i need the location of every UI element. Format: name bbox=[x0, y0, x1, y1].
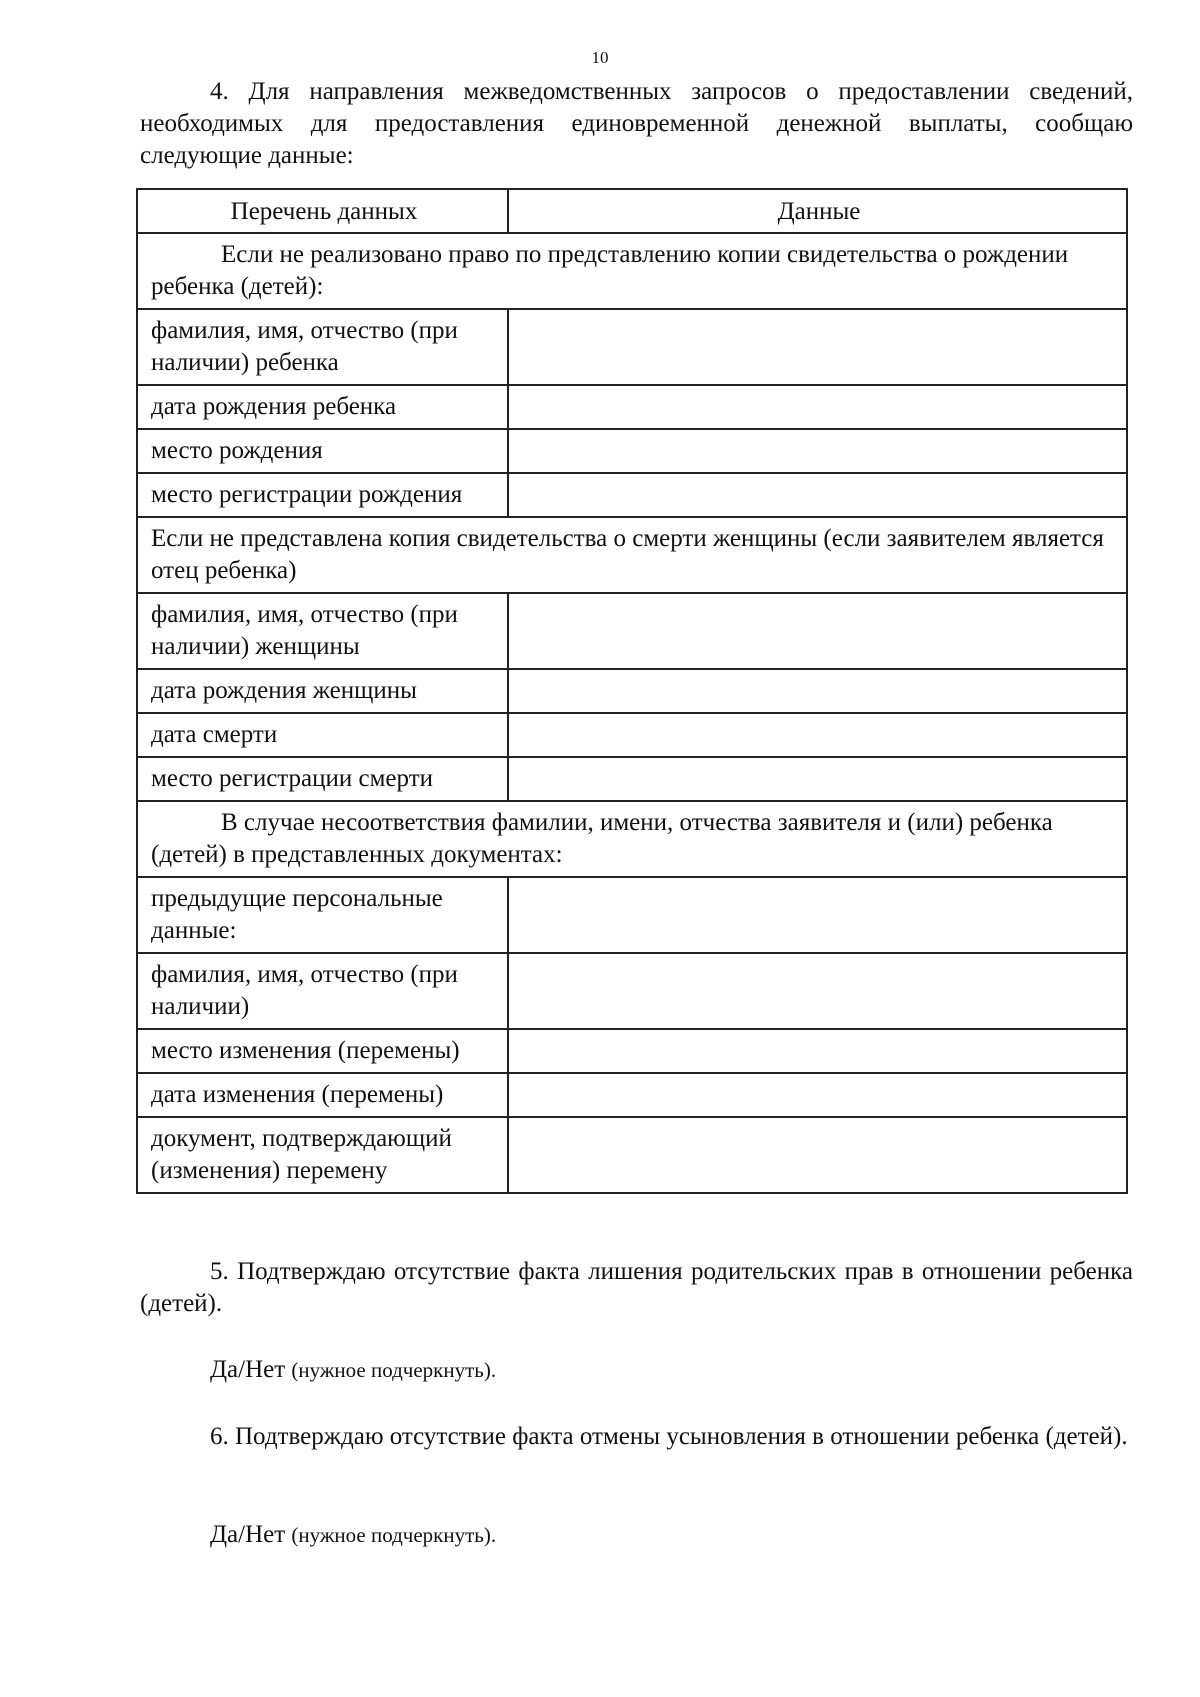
section-row bbox=[137, 517, 1127, 593]
row-label: дата смерти bbox=[137, 713, 508, 757]
row-label: дата рождения женщины bbox=[137, 669, 508, 713]
section-birth-certificate: Если не реализовано право по представлению копии свидетельства о рождении ребенка (детей): bbox=[137, 233, 1127, 309]
table-row bbox=[137, 1073, 1127, 1117]
table-row bbox=[137, 1029, 1127, 1073]
row-label: дата изменения (перемены) bbox=[137, 1073, 508, 1117]
paragraph-5: 5. Подтверждаю отсутствие факта лишения родительских прав в отношении ребенка (детей). bbox=[140, 1258, 1133, 1317]
table-row bbox=[137, 757, 1127, 801]
answer-hint: (нужное подчеркнуть). bbox=[291, 1358, 497, 1382]
row-value-field[interactable] bbox=[508, 713, 1127, 757]
row-label: место регистрации рождения bbox=[137, 473, 508, 517]
paragraph-4: 4. Для направления межведомственных запросов о предоставлении сведений, необходимых для предоставления единовременной денежной выплаты, сообщаю следующие данные: bbox=[140, 78, 1133, 169]
row-label: место рождения bbox=[137, 429, 508, 473]
table-row bbox=[137, 953, 1127, 1029]
answer-6 bbox=[210, 1519, 496, 1551]
table-row bbox=[137, 713, 1127, 757]
row-label: предыдущие персональные данные: bbox=[137, 877, 508, 953]
table-row bbox=[137, 429, 1127, 473]
row-value-field[interactable] bbox=[508, 953, 1127, 1029]
answer-hint: (нужное подчеркнуть). bbox=[291, 1523, 497, 1547]
table-row bbox=[137, 385, 1127, 429]
row-label: место регистрации смерти bbox=[137, 757, 508, 801]
table-row bbox=[137, 1117, 1127, 1193]
row-value-field[interactable] bbox=[508, 429, 1127, 473]
section-row bbox=[137, 233, 1127, 309]
row-label: фамилия, имя, отчество (при наличии) женщины bbox=[137, 593, 508, 669]
row-value-field[interactable] bbox=[508, 1117, 1127, 1193]
row-value-field[interactable] bbox=[508, 877, 1127, 953]
section-name-mismatch: В случае несоответствия фамилии, имени, отчества заявителя и (или) ребенка (детей) в представленных документах: bbox=[137, 801, 1127, 877]
row-label: фамилия, имя, отчество (при наличии) ребенка bbox=[137, 309, 508, 385]
answer-choice[interactable]: Да/Нет bbox=[210, 1356, 286, 1383]
row-label: место изменения (перемены) bbox=[137, 1029, 508, 1073]
row-value-field[interactable] bbox=[508, 309, 1127, 385]
answer-choice[interactable]: Да/Нет bbox=[210, 1521, 286, 1548]
header-label: Перечень данных bbox=[137, 189, 508, 233]
data-table bbox=[136, 188, 1128, 1194]
section-row bbox=[137, 801, 1127, 877]
row-value-field[interactable] bbox=[508, 473, 1127, 517]
row-label: фамилия, имя, отчество (при наличии) bbox=[137, 953, 508, 1029]
table-row bbox=[137, 593, 1127, 669]
table-row bbox=[137, 669, 1127, 713]
table-row bbox=[137, 473, 1127, 517]
page-number: 10 bbox=[591, 48, 609, 67]
table-row bbox=[137, 309, 1127, 385]
row-value-field[interactable] bbox=[508, 757, 1127, 801]
table-header-row bbox=[137, 189, 1127, 233]
row-label: документ, подтверждающий (изменения) перемену bbox=[137, 1117, 508, 1193]
row-value-field[interactable] bbox=[508, 1029, 1127, 1073]
row-value-field[interactable] bbox=[508, 593, 1127, 669]
table-row bbox=[137, 877, 1127, 953]
row-value-field[interactable] bbox=[508, 385, 1127, 429]
row-value-field[interactable] bbox=[508, 1073, 1127, 1117]
row-value-field[interactable] bbox=[508, 669, 1127, 713]
answer-5 bbox=[210, 1354, 496, 1386]
header-value: Данные bbox=[508, 189, 1127, 233]
paragraph-6: 6. Подтверждаю отсутствие факта отмены усыновления в отношении ребенка (детей). bbox=[210, 1423, 1128, 1450]
section-death-certificate: Если не представлена копия свидетельства о смерти женщины (если заявителем является отец ребенка) bbox=[137, 517, 1127, 593]
row-label: дата рождения ребенка bbox=[137, 385, 508, 429]
